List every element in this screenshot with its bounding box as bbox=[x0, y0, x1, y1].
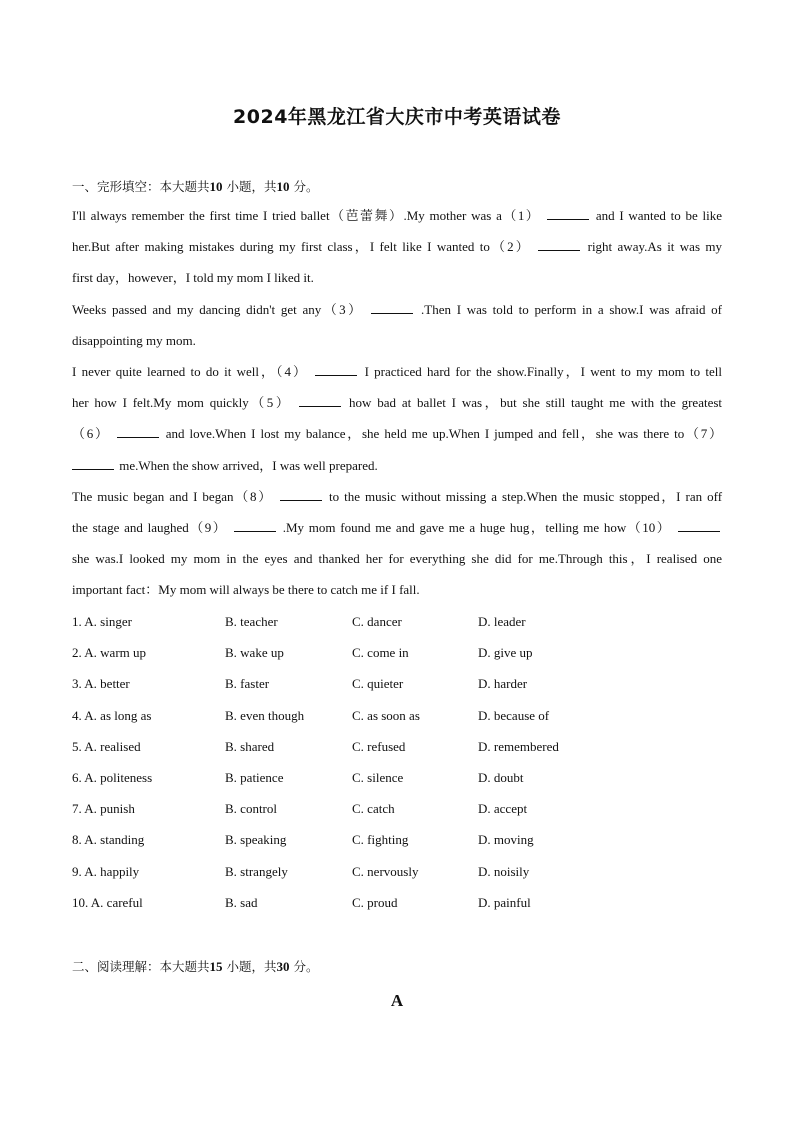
option-b: B. faster bbox=[225, 676, 270, 692]
passage-text: to the music without missing a step.When the music stopped，I ran off bbox=[329, 488, 723, 504]
blank-1 bbox=[547, 207, 589, 220]
option-row-8 bbox=[72, 830, 732, 861]
passage-text: first day，however，I told my mom I liked it. bbox=[72, 270, 314, 286]
passage-line-12 bbox=[72, 548, 722, 579]
option-d: D. moving bbox=[478, 832, 534, 848]
passage-line-1 bbox=[72, 205, 722, 236]
option-b: B. shared bbox=[225, 738, 275, 754]
passage-line-2 bbox=[72, 236, 722, 267]
passage-text: I'll always remember the first time I tried ballet（芭蕾舞）.My mother was a（1） bbox=[72, 208, 541, 223]
passage-text: she was.I looked my mom in the eyes and thanked her for everything she did for me.Through this，I realised one bbox=[72, 551, 722, 567]
section-1-heading bbox=[72, 177, 318, 195]
option-d: D. painful bbox=[478, 894, 531, 910]
passage-text: The music began and I began（8） bbox=[72, 488, 273, 504]
blank-9 bbox=[234, 519, 276, 532]
option-d: D. doubt bbox=[478, 769, 524, 785]
section-2-suffix: 分。 bbox=[289, 959, 319, 974]
passage-text: （6） bbox=[72, 426, 110, 442]
passage-text: .My mom found me and gave me a huge hug，telling me how（10） bbox=[282, 519, 672, 535]
passage-text: important fact：My mom will always be there to catch me if I fall. bbox=[72, 582, 420, 598]
section-1-mid: 小题，共 bbox=[222, 179, 277, 194]
passage-text: I practiced hard for the show.Finally，I went to my mom to tell bbox=[364, 363, 722, 379]
passage-text: how bad at ballet I was，but she still taught me with the greatest bbox=[349, 395, 723, 411]
option-c: C. come in bbox=[352, 645, 409, 661]
option-c: C. nervously bbox=[352, 863, 419, 879]
option-a: 6. A. politeness bbox=[72, 769, 153, 785]
section-1-prefix: 一、完形填空：本大题共 bbox=[72, 179, 210, 194]
passage-text: her.But after making mistakes during my first class，I felt like I wanted to（2） bbox=[72, 239, 531, 255]
option-a: 5. A. realised bbox=[72, 738, 141, 754]
passage-text: and I wanted to be like bbox=[595, 208, 723, 223]
passage-line-8 bbox=[72, 423, 722, 454]
passage-line-6 bbox=[72, 361, 722, 392]
section-2-score: 30 bbox=[276, 959, 290, 974]
section-2-mid: 小题，共 bbox=[222, 959, 277, 974]
section-2-count: 15 bbox=[209, 959, 223, 974]
option-c: C. catch bbox=[352, 801, 395, 817]
passage-line-4 bbox=[72, 299, 722, 330]
option-b: B. sad bbox=[225, 894, 258, 910]
passage-text: Weeks passed and my dancing didn't get any（3） bbox=[72, 301, 364, 317]
blank-10 bbox=[678, 519, 720, 532]
option-row-9 bbox=[72, 862, 732, 893]
passage-line-7 bbox=[72, 392, 722, 423]
option-b: B. speaking bbox=[225, 832, 287, 848]
section-2-prefix: 二、阅读理解：本大题共 bbox=[72, 959, 210, 974]
passage-text: the stage and laughed（9） bbox=[72, 519, 228, 535]
option-c: C. silence bbox=[352, 769, 404, 785]
passage-line-10 bbox=[72, 486, 722, 517]
option-row-3 bbox=[72, 674, 732, 705]
option-row-4 bbox=[72, 706, 732, 737]
option-d: D. remembered bbox=[478, 738, 559, 754]
cloze-passage bbox=[72, 205, 722, 610]
passage-text: me.When the show arrived，I was well prepared. bbox=[119, 457, 378, 473]
blank-2 bbox=[538, 238, 580, 251]
option-b: B. control bbox=[225, 801, 277, 817]
option-b: B. wake up bbox=[225, 645, 284, 661]
option-c: C. fighting bbox=[352, 832, 409, 848]
option-a: 10. A. careful bbox=[72, 894, 143, 910]
option-b: B. teacher bbox=[225, 614, 278, 629]
section-1-count: 10 bbox=[209, 179, 223, 194]
passage-line-5 bbox=[72, 330, 722, 361]
passage-text: .Then I was told to perform in a show.I was afraid of bbox=[421, 301, 723, 317]
option-d: D. accept bbox=[478, 801, 528, 817]
option-c: C. as soon as bbox=[352, 707, 420, 723]
page-title: 2024年黑龙江省大庆市中考英语试卷 bbox=[233, 106, 561, 128]
blank-5 bbox=[299, 394, 341, 407]
option-d: D. leader bbox=[478, 614, 526, 629]
option-a: 8. A. standing bbox=[72, 832, 145, 848]
blank-6 bbox=[117, 425, 159, 438]
option-row-5 bbox=[72, 737, 732, 768]
option-c: C. quieter bbox=[352, 676, 404, 692]
option-row-1 bbox=[72, 612, 732, 643]
passage-text: I never quite learned to do it well，（4） bbox=[72, 363, 309, 379]
option-row-6 bbox=[72, 768, 732, 799]
option-row-10 bbox=[72, 893, 732, 924]
blank-3 bbox=[371, 301, 413, 314]
passage-text: disappointing my mom. bbox=[72, 332, 196, 348]
option-d: D. noisily bbox=[478, 863, 530, 879]
option-b: B. even though bbox=[225, 707, 305, 723]
option-a: 9. A. happily bbox=[72, 863, 140, 879]
passage-line-11 bbox=[72, 517, 722, 548]
section-1-score: 10 bbox=[276, 179, 290, 194]
section-2-heading bbox=[72, 957, 318, 975]
option-a: 1. A. singer bbox=[72, 614, 132, 629]
passage-text: and love.When I lost my balance，she held me up.When I jumped and fell，she was there to（7） bbox=[165, 426, 723, 442]
blank-4 bbox=[315, 363, 357, 376]
passage-text: right away.As it was my bbox=[587, 239, 722, 255]
option-c: C. refused bbox=[352, 738, 406, 754]
option-b: B. patience bbox=[225, 769, 284, 785]
option-a: 7. A. punish bbox=[72, 801, 135, 817]
option-row-7 bbox=[72, 799, 732, 830]
passage-line-3 bbox=[72, 267, 722, 298]
option-c: C. dancer bbox=[352, 614, 402, 629]
blank-8 bbox=[280, 488, 322, 501]
option-a: 4. A. as long as bbox=[72, 707, 152, 723]
blank-7 bbox=[72, 457, 114, 470]
section-1-suffix: 分。 bbox=[289, 179, 319, 194]
option-d: D. because of bbox=[478, 707, 550, 723]
option-row-2 bbox=[72, 643, 732, 674]
option-c: C. proud bbox=[352, 894, 398, 910]
passage-a-heading: A bbox=[390, 991, 404, 1010]
passage-line-13 bbox=[72, 579, 722, 610]
passage-line-9 bbox=[72, 455, 722, 486]
option-d: D. give up bbox=[478, 645, 533, 661]
answer-options bbox=[72, 612, 732, 924]
option-d: D. harder bbox=[478, 676, 528, 692]
option-a: 3. A. better bbox=[72, 676, 130, 692]
option-a: 2. A. warm up bbox=[72, 645, 147, 661]
option-b: B. strangely bbox=[225, 863, 288, 879]
passage-text: her how I felt.My mom quickly（5） bbox=[72, 395, 292, 411]
